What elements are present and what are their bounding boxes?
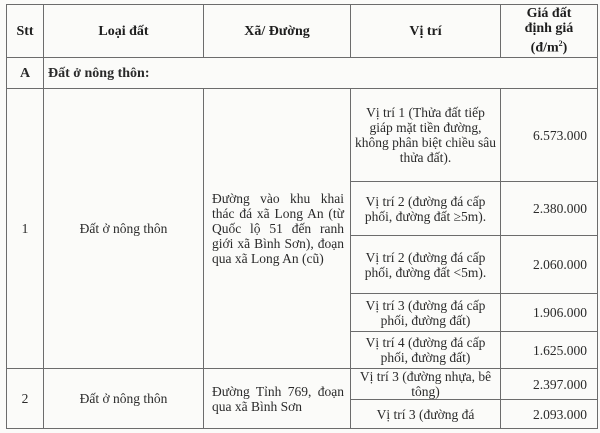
header-price-unit: [505, 36, 593, 56]
unit-text: (đ/m: [530, 40, 559, 56]
row-stt: 2: [7, 369, 44, 429]
header-price: [501, 5, 598, 58]
row-land-type: Đất ở nông thôn: [44, 369, 204, 429]
unit-end: ): [562, 40, 568, 56]
unit-sup: 2: [558, 39, 563, 49]
section-title: Đất ở nông thôn:: [44, 58, 598, 89]
row-road: Đường vào khu khai thác đá xã Long An (từ Quốc lộ 51 đến ranh giới xã Bình Sơn), đoạn qua xã Long An (cũ): [204, 89, 351, 369]
row-price: 2.380.000: [501, 182, 598, 236]
row-position: Vị trí 2 (đường đá cấp phối, đường đất <5m).: [351, 236, 501, 294]
row-price: 2.093.000: [501, 400, 598, 429]
row-position: Vị trí 4 (đường đá cấp phối, đường đất): [351, 332, 501, 369]
row-road: Đường Tỉnh 769, đoạn qua xã Bình Sơn: [204, 369, 351, 429]
row-price: 1.625.000: [501, 332, 598, 369]
row-price: 2.060.000: [501, 236, 598, 294]
row-position: Vị trí 3 (đường nhựa, bê tông): [351, 369, 501, 400]
section-code: A: [7, 58, 44, 89]
header-price-line1: Giá đất: [526, 6, 572, 22]
header-stt: Stt: [7, 5, 44, 58]
header-commune-road: Xã/ Đường: [204, 5, 351, 58]
row-price: 2.397.000: [501, 369, 598, 400]
row-land-type: Đất ở nông thôn: [44, 89, 204, 369]
table-row: [7, 369, 598, 400]
land-price-table: [6, 4, 598, 429]
row-price: 1.906.000: [501, 294, 598, 332]
header-land-type: Loại đất: [44, 5, 204, 58]
table-header-row: [7, 5, 598, 58]
row-price: 6.573.000: [501, 89, 598, 182]
row-stt: 1: [7, 89, 44, 369]
row-position: Vị trí 2 (đường đá cấp phối, đường đất ≥5m).: [351, 182, 501, 236]
header-position: Vị trí: [351, 5, 501, 58]
header-price-line2: định giá: [524, 21, 574, 37]
table-row: [7, 89, 598, 182]
section-row: [7, 58, 598, 89]
row-position: Vị trí 3 (đường đá cấp phối, đường đất): [351, 294, 501, 332]
row-position: Vị trí 3 (đường đá: [351, 400, 501, 429]
row-position: Vị trí 1 (Thửa đất tiếp giáp mặt tiền đường, không phân biệt chiều sâu thửa đất).: [351, 89, 501, 182]
